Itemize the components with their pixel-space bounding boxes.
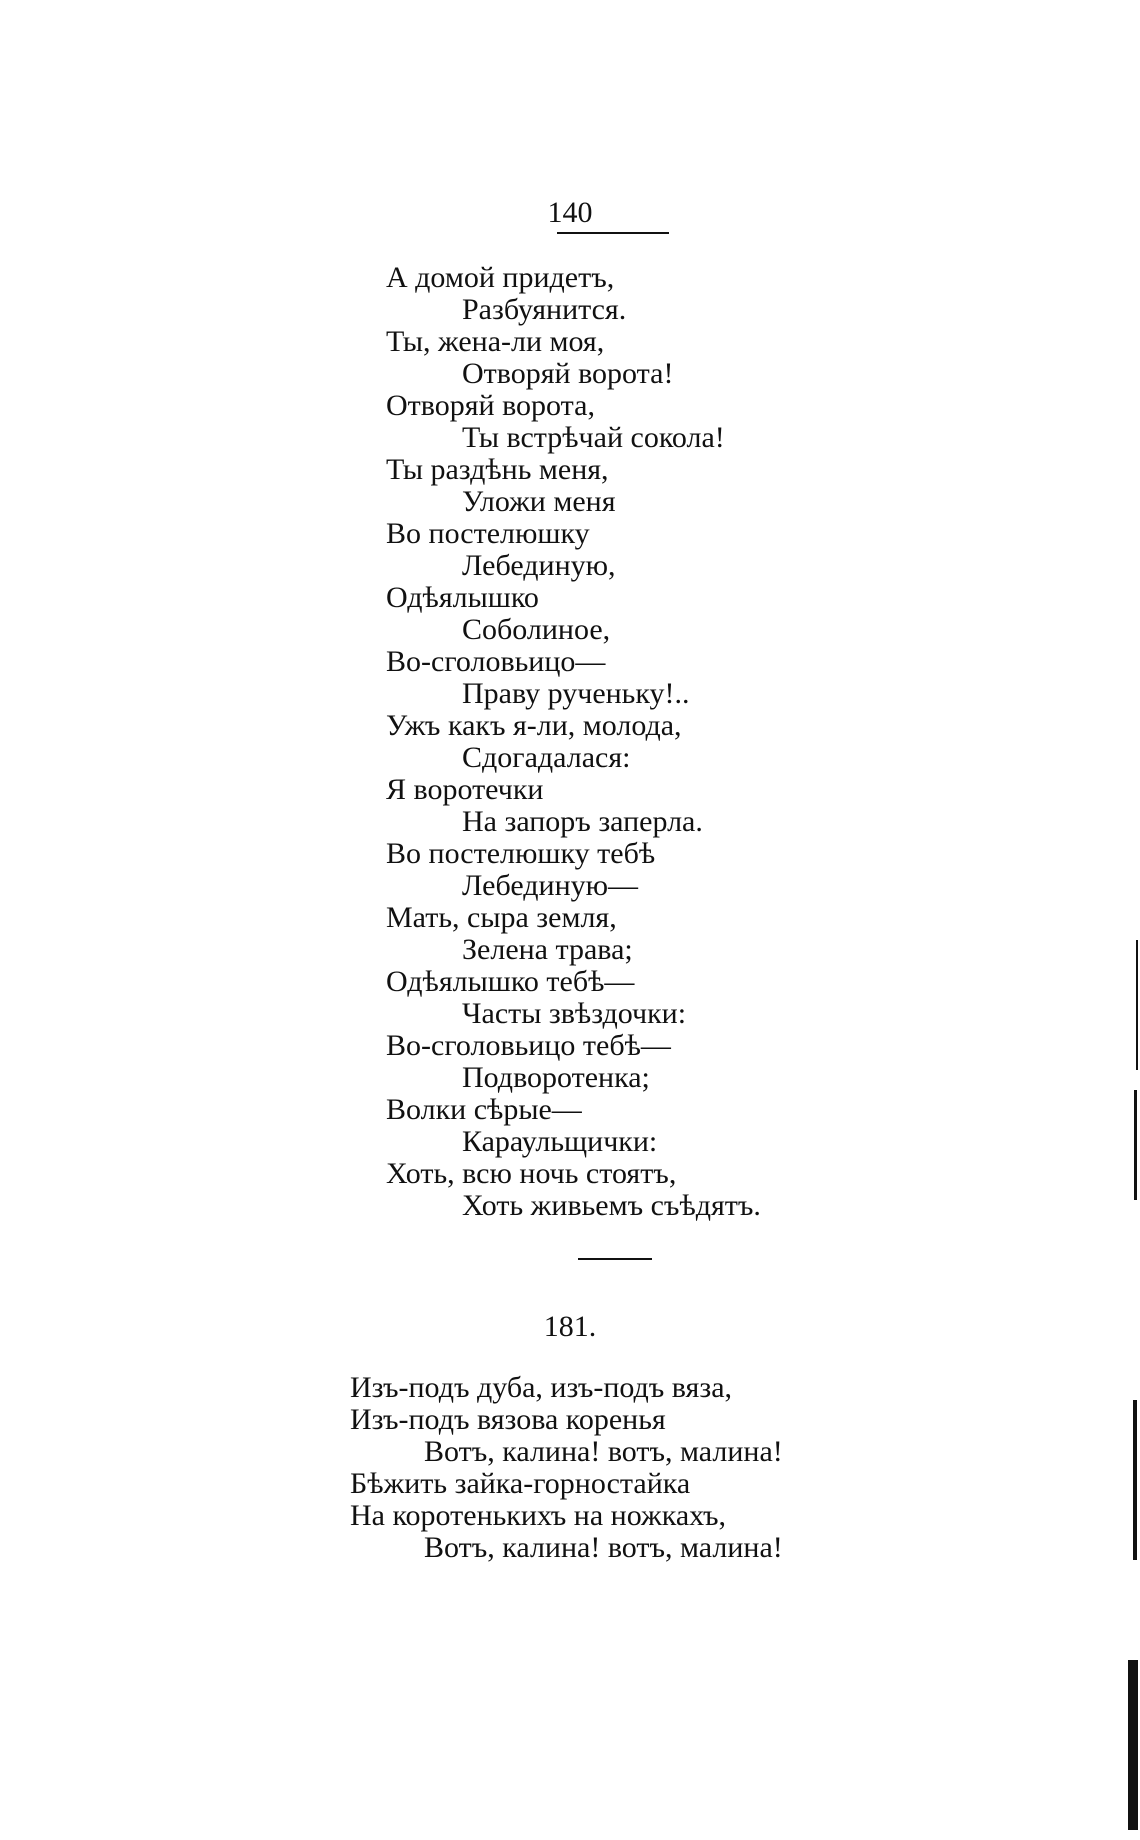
verse-line: Изъ-подъ дуба, изъ-подъ вяза,: [350, 1371, 733, 1404]
header-rule: [557, 232, 669, 234]
section-divider: [578, 1258, 652, 1260]
scan-edge-mark: [1136, 940, 1138, 1070]
verse-line: Праву рученьку!..: [462, 677, 690, 710]
verse-line: На запоръ заперла.: [462, 805, 703, 838]
verse-line: Во-сголовьицо—: [386, 645, 606, 678]
verse-line: Зелена трава;: [462, 933, 633, 966]
poem-verse-2: [350, 1372, 783, 1564]
verse-line: Во-сголовьицо тебѣ—: [386, 1029, 671, 1062]
verse-line: Ты раздѣнь меня,: [386, 453, 609, 486]
verse-line: Мать, сыра земля,: [386, 901, 617, 934]
verse-line: Вотъ, калина! вотъ, малина!: [424, 1435, 783, 1468]
verse-line: А домой придетъ,: [386, 261, 615, 294]
poem-verse: [386, 262, 761, 1222]
scan-edge-mark: [1128, 1660, 1138, 1830]
verse-line: Хоть, всю ночь стоятъ,: [386, 1157, 677, 1190]
verse-line: Сдогадалася:: [462, 741, 631, 774]
verse-line: Одѣялышко: [386, 581, 539, 614]
verse-line: Уложи меня: [462, 485, 616, 518]
verse-line: Изъ-подъ вязова коренья: [350, 1403, 666, 1436]
verse-line: Лебединую,: [462, 549, 616, 582]
verse-line: Разбуянится.: [462, 293, 627, 326]
verse-line: Подворотенка;: [462, 1061, 650, 1094]
verse-line: Вотъ, калина! вотъ, малина!: [424, 1531, 783, 1564]
verse-line: Волки сѣрые—: [386, 1093, 582, 1126]
page-number: 140: [547, 196, 593, 229]
verse-line: Хоть живьемъ съѣдятъ.: [462, 1189, 761, 1222]
scan-edge-mark: [1134, 1090, 1137, 1200]
verse-line: Караульщички:: [462, 1125, 658, 1158]
verse-line: Бѣжить зайка-горностайка: [350, 1467, 691, 1500]
verse-line: Во постелюшку тебѣ: [386, 837, 656, 870]
verse-line: Часты звѣздочки:: [462, 997, 687, 1030]
verse-line: Отворяй ворота,: [386, 389, 595, 422]
verse-line: Во постелюшку: [386, 517, 590, 550]
poem-number: 181.: [543, 1310, 597, 1343]
verse-line: Ужъ какъ я-ли, молода,: [386, 709, 682, 742]
scan-edge-mark: [1133, 1400, 1137, 1560]
verse-line: Одѣялышко тебѣ—: [386, 965, 635, 998]
verse-line: Я воротечки: [386, 773, 544, 806]
verse-line: Ты, жена-ли моя,: [386, 325, 605, 358]
verse-line: На коротенькихъ на ножкахъ,: [350, 1499, 727, 1532]
verse-line: Ты встрѣчай сокола!: [462, 421, 725, 454]
verse-line: Соболиное,: [462, 613, 611, 646]
verse-line: Лебединую—: [462, 869, 639, 902]
verse-line: Отворяй ворота!: [462, 357, 674, 390]
